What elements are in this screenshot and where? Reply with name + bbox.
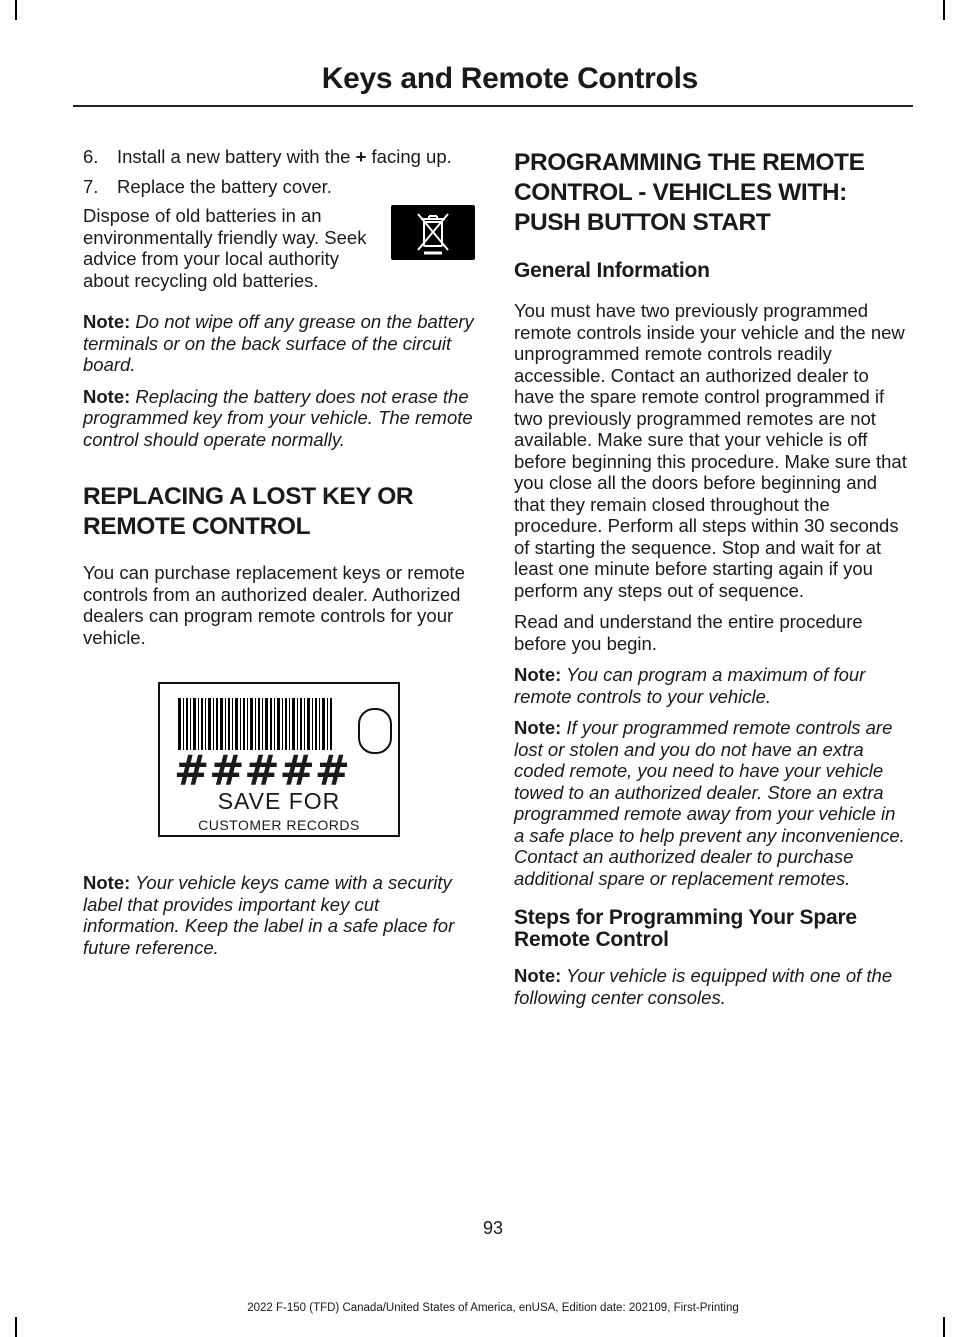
step-7: [83, 176, 475, 198]
recycle-text: Dispose of old batteries in an environmentally friendly way. Seek advice from your local authority about recycling old batteries.: [83, 205, 367, 291]
step-number: 6.: [83, 146, 99, 167]
key-code-placeholder: #####: [174, 746, 350, 795]
crop-mark: [15, 1317, 17, 1337]
body-paragraph: Read and understand the entire procedure before you begin.: [514, 611, 863, 654]
note: Note: Your vehicle is equipped with one of the following center consoles.: [514, 965, 893, 1008]
step-6: [83, 146, 475, 168]
left-column: [83, 146, 475, 658]
subheading: General Information: [514, 259, 710, 282]
note: Note: You can program a maximum of four remote controls to your vehicle.: [514, 664, 866, 707]
plus-symbol: +: [355, 146, 367, 167]
step-number: 7.: [83, 175, 99, 197]
page-footer: 2022 F-150 (TFD) Canada/United States of America, enUSA, Edition date: 202109, First-Printing: [247, 1302, 739, 1314]
note: Note: Replacing the battery does not erase the programmed key from your vehicle. The remote control should operate normally.: [83, 385, 473, 450]
crossed-bin-recycling-icon: [391, 205, 475, 260]
body-paragraph: You can purchase replacement keys or remote controls from an authorized dealer. Authorized dealers can program remote controls for your vehicle.: [83, 562, 465, 648]
header-divider: [73, 105, 913, 107]
step-text: Install a new battery with the + facing up.: [117, 146, 452, 167]
key-outline-graphic: [358, 708, 392, 754]
recycle-block: [83, 205, 475, 301]
section-heading: REPLACING A LOST KEY OR REMOTE CONTROL: [83, 483, 414, 540]
page-header-title: Keys and Remote Controls: [321, 62, 698, 95]
body-paragraph: You must have two previously programmed remote controls inside your vehicle and the new unprogrammed remote controls readily accessible. Contact an authorized dealer to have the spare remote control programmed if two previously programmed remotes are not available. Make sure that your vehicle is off before beginning this procedure. Make sure that you close all the doors before beginning and that they remain closed throughout the procedure. Perform all steps within 30 seconds of starting the sequence. Stop and wait for at least one minute before starting again if you perform any steps out of sequence.: [514, 300, 907, 601]
subheading: Steps for Programming Your Spare Remote Control: [514, 906, 857, 951]
label-text-save-for: SAVE FOR: [217, 788, 341, 814]
left-column-bottom: [83, 872, 475, 968]
security-label-image: [158, 682, 400, 837]
barcode-graphic: [178, 698, 332, 750]
note: Note: Do not wipe off any grease on the battery terminals or on the back surface of the circuit board.: [83, 311, 474, 375]
step-text: Replace the battery cover.: [117, 175, 332, 197]
crop-mark: [943, 1317, 945, 1337]
label-text-customer-records: CUSTOMER RECORDS: [198, 817, 360, 833]
section-heading: PROGRAMMING THE REMOTE CONTROL - VEHICLES WITH: PUSH BUTTON START: [514, 149, 865, 236]
right-column: [514, 148, 908, 1018]
page-number: 93: [482, 1218, 504, 1238]
crop-mark: [15, 0, 17, 20]
note: Note: If your programmed remote controls are lost or stolen and you do not have an extra coded remote, you need to have your vehicle towed to an authorized dealer. Store an extra programmed remote away from your vehicle in a safe place to help prevent any inconvenience. Contact an authorized dealer to purchase additional spare or replacement remotes.: [514, 717, 905, 889]
note: Note: Your vehicle keys came with a security label that provides important key cut information. Keep the label in a safe place for future reference.: [83, 872, 455, 958]
crop-mark: [943, 0, 945, 20]
